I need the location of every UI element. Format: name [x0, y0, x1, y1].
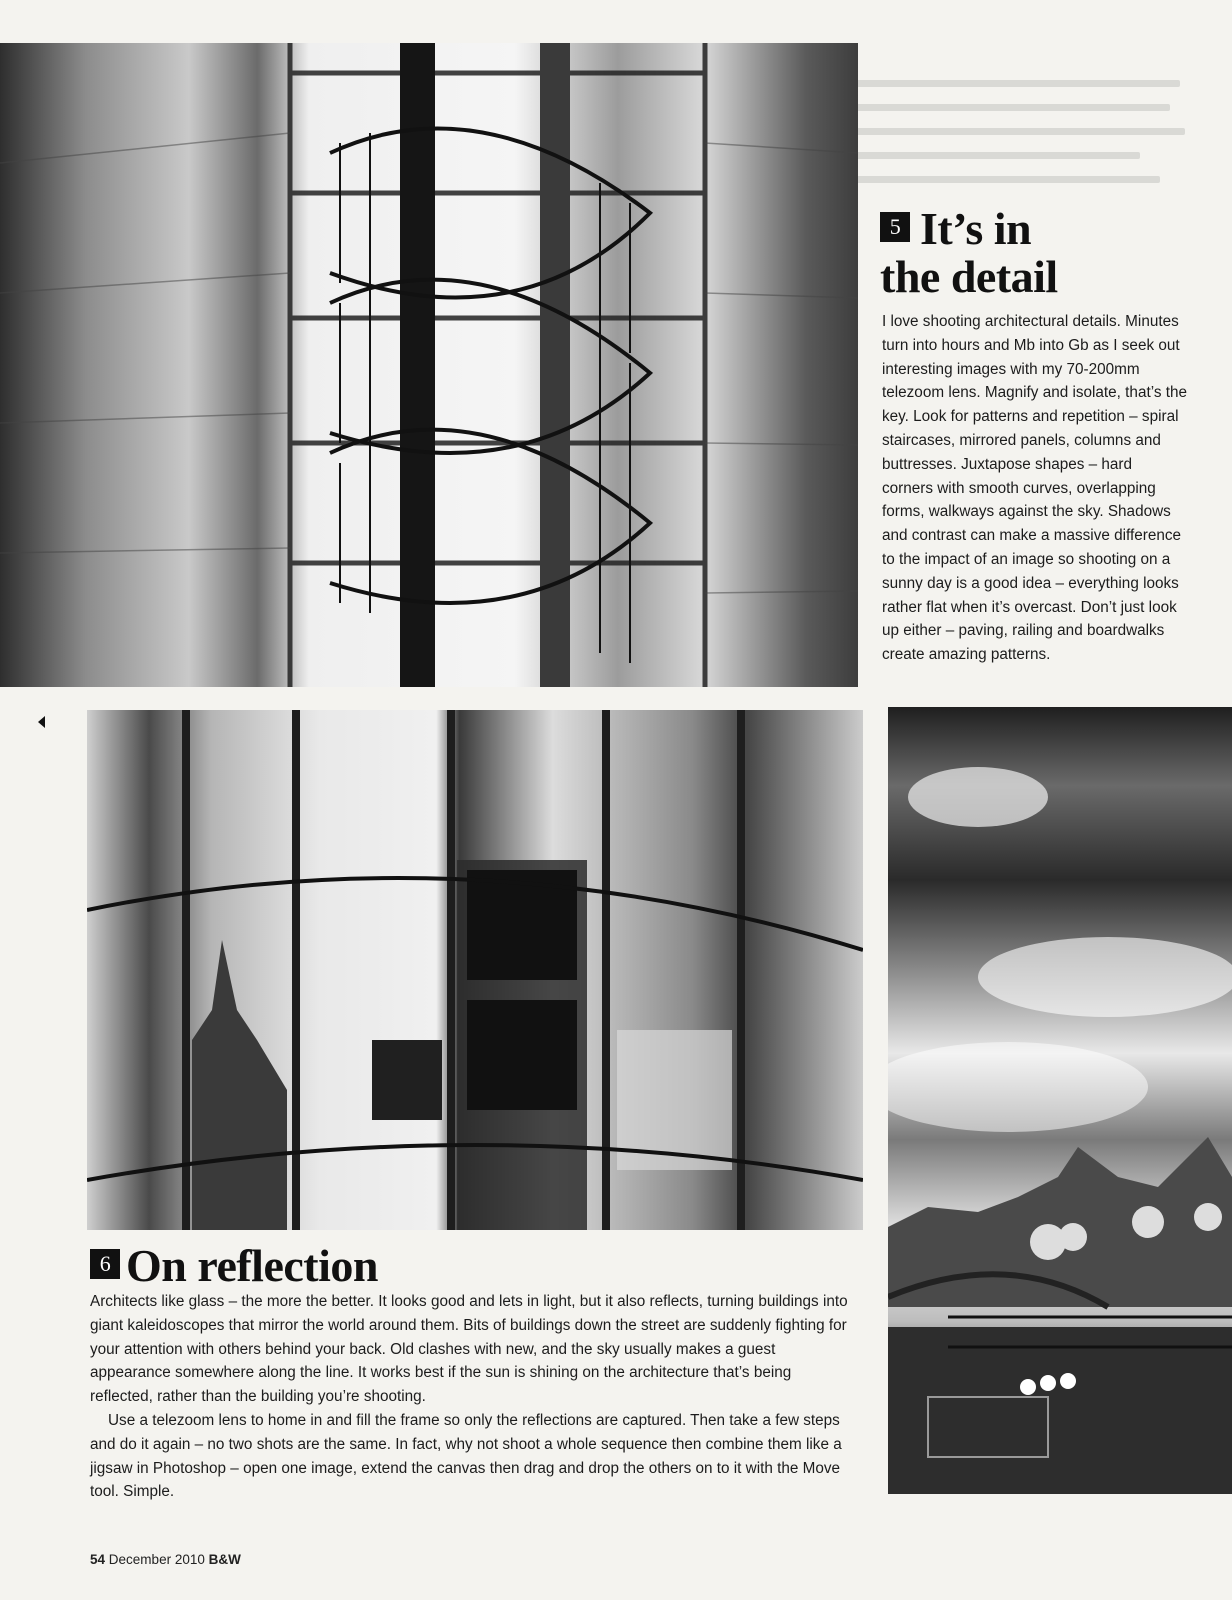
- page-number: 54: [90, 1552, 106, 1567]
- magazine-name: B&W: [208, 1552, 241, 1567]
- section-6-heading: [90, 1240, 378, 1292]
- show-through-ghost-text: [840, 10, 1232, 190]
- section-5-number: 5: [880, 212, 910, 242]
- page-footer: [90, 1552, 241, 1567]
- staircase-illustration: [0, 43, 858, 687]
- section-6-paragraph-2: Use a telezoom lens to home in and fill the frame so only the reflections are captured. Then take a few steps and do it again – no two shots are the same. In fact, why not shoot a whole sequence then combine them like a jigsaw in Photoshop – open one image, extend the canvas then drag and drop the others on to it with the Move tool. Simple.: [90, 1412, 842, 1501]
- section-5-body: I love shooting architectural details. Minutes turn into hours and Mb into Gb as I seek out interesting images with my 70-200mm telezoom lens. Magnify and isolate, that’s the key. Look for patterns and repetition – spiral staircases, mirrored panels, columns and buttresses. Juxtapose shapes – hard corners with smooth curves, overlapping forms, walkways against the sky. Shadows and contrast can make a massive difference to the impact of an image so shooting on a sunny day is a good idea – everything looks rather flat when it’s overcast. Don’t just look up either – paving, railing and boardwalks create amazing patterns.: [882, 313, 1187, 664]
- section-5-title-line-1: It’s in: [920, 203, 1032, 254]
- photo-riverside-clouds: [888, 707, 1232, 1494]
- section-6-number: 6: [90, 1249, 120, 1279]
- section-6-title: On reflection: [126, 1240, 378, 1291]
- photo-glass-reflection: [87, 710, 863, 1230]
- section-6-paragraph-1: Architects like glass – the more the better. It looks good and lets in light, but it also reflects, turning buildings into giant kaleidoscopes that mirror the world around them. Bits of buildings down the street are suddenly fighting for your attention with others behind your back. Old clashes with new, and the sky usually makes a guest appearance somewhere along the line. It works best if the sun is shining on the architecture that’s being reflected, rather than the building you’re shooting.: [90, 1293, 848, 1406]
- section-5-title-line-2: the detail: [880, 251, 1058, 302]
- photo-spiral-staircase: [0, 43, 858, 687]
- clouds-illustration: [888, 707, 1232, 1494]
- reflection-illustration: [87, 710, 863, 1230]
- left-arrow-marker-icon: [38, 716, 45, 728]
- issue-date: December 2010: [108, 1552, 205, 1567]
- section-5-heading: [880, 205, 1058, 301]
